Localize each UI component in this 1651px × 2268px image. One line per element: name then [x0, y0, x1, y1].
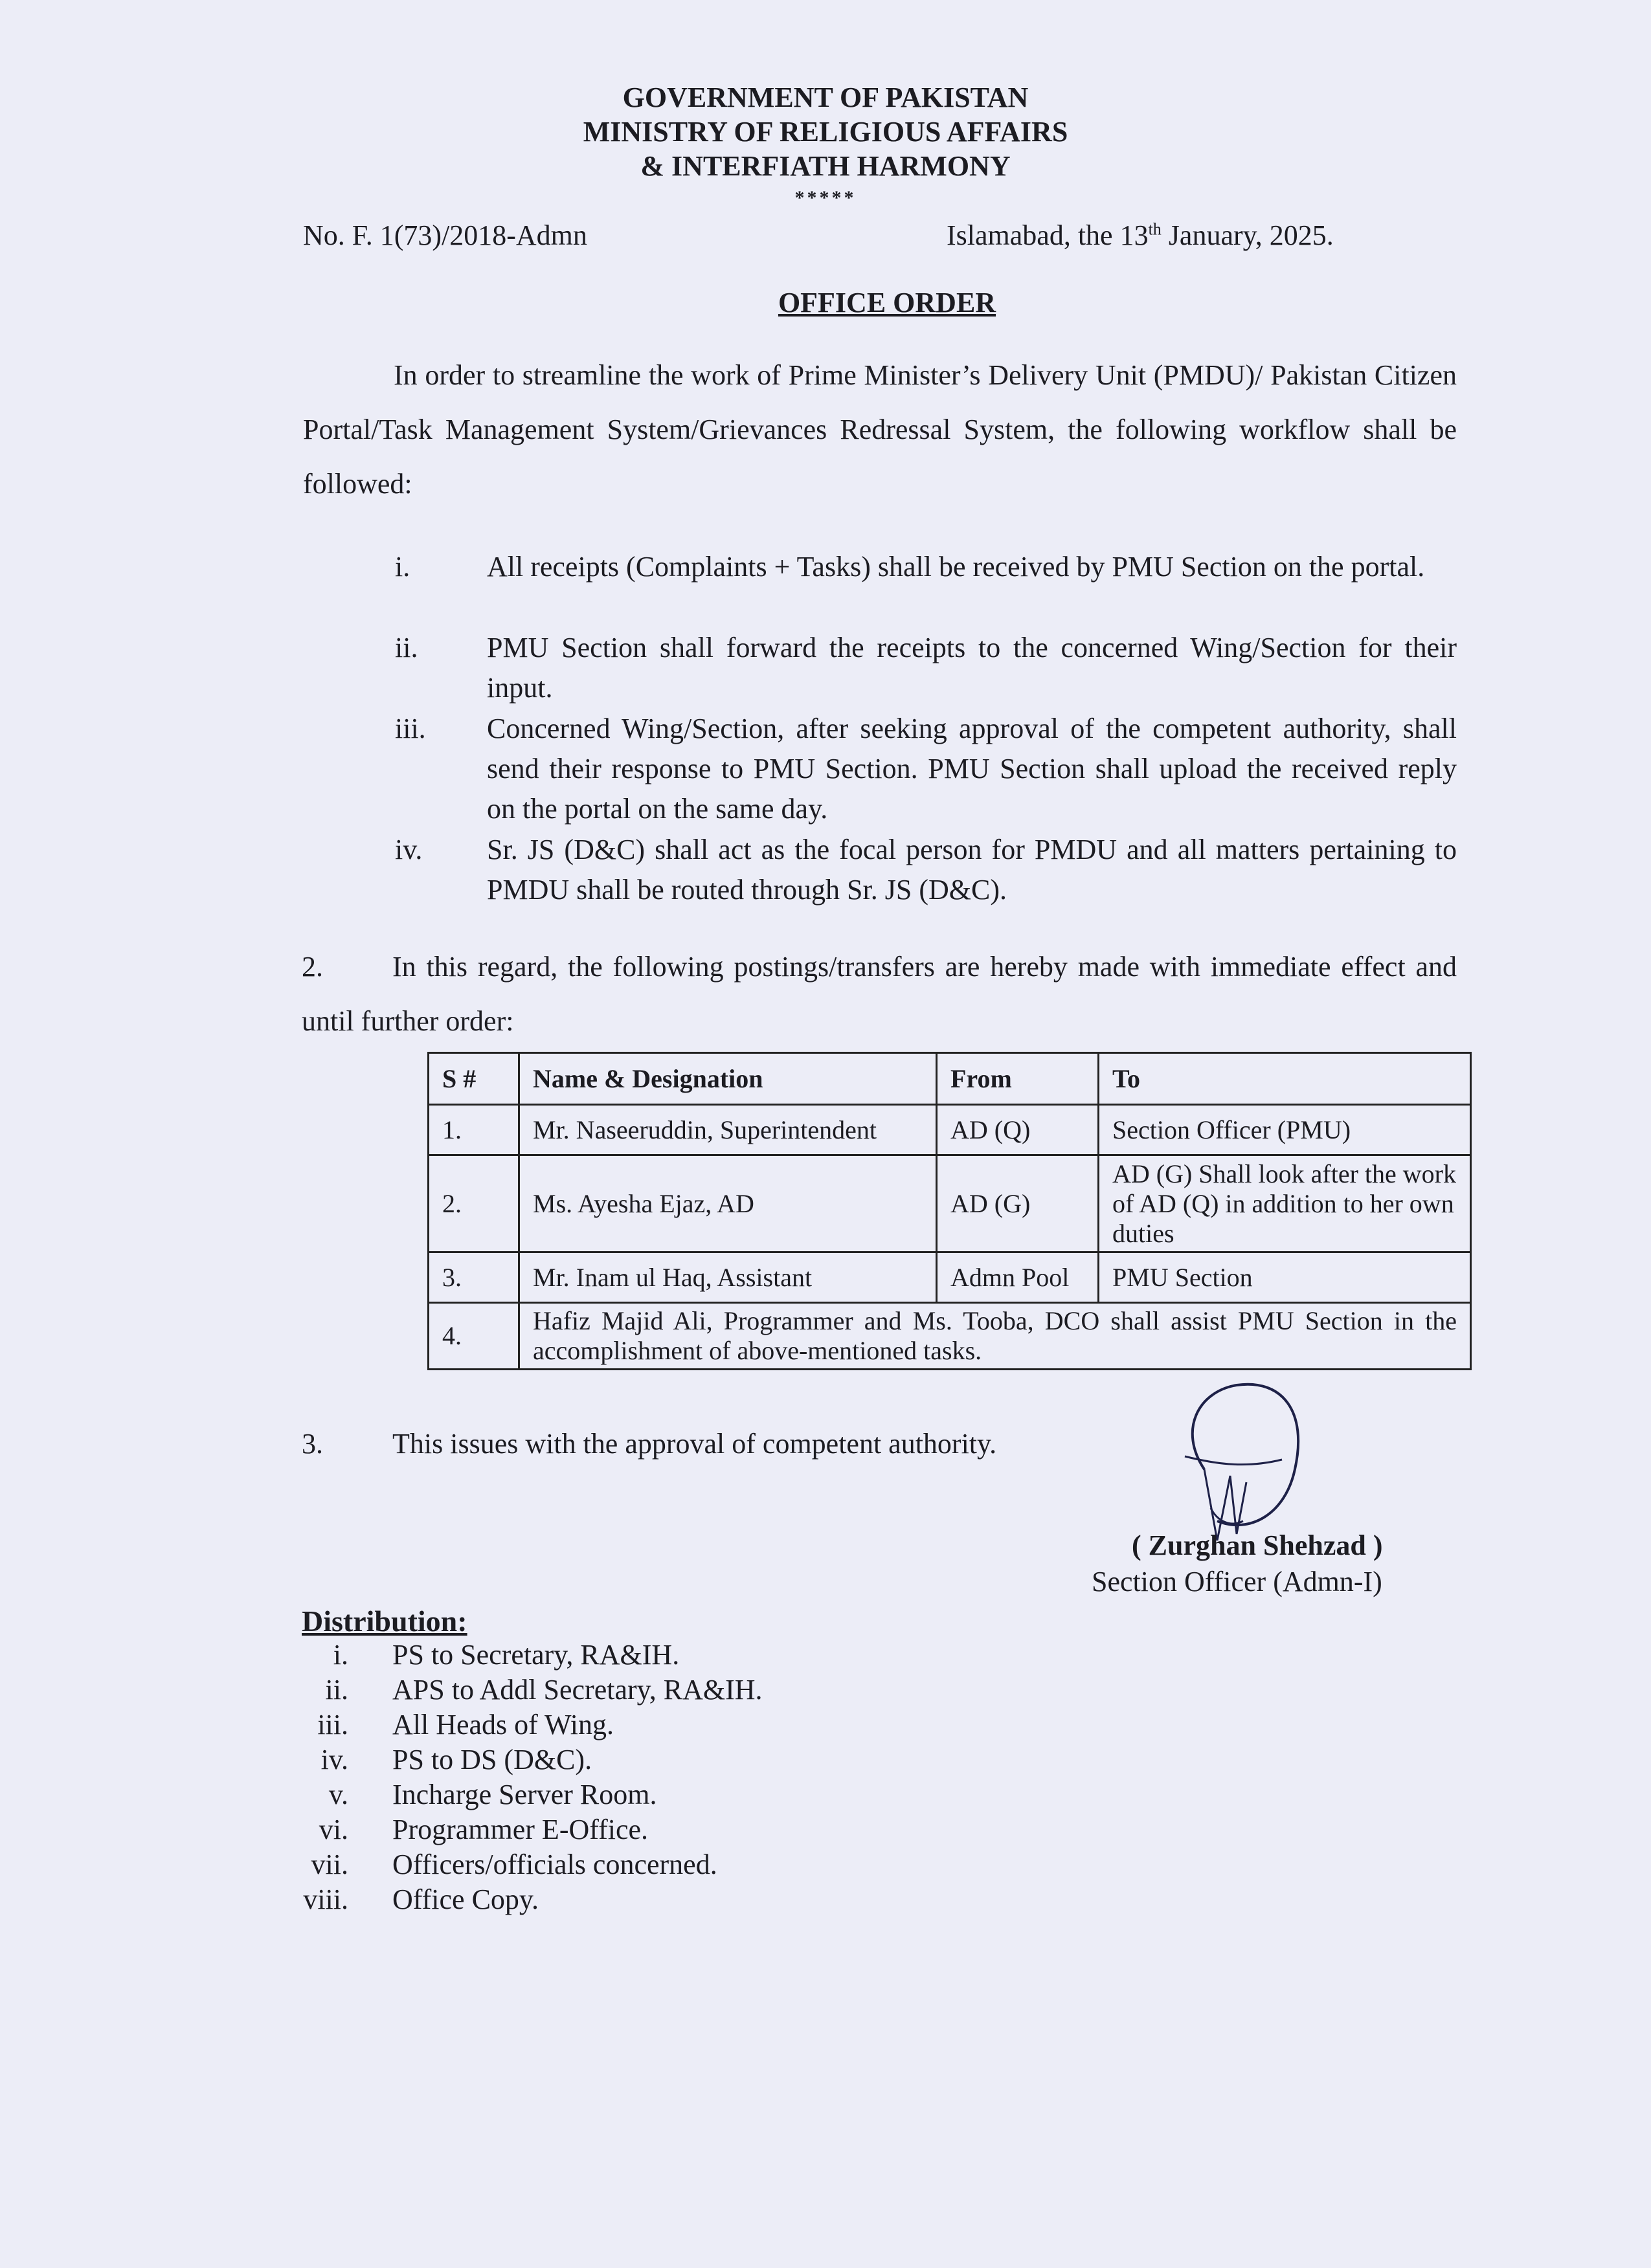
para2-number: 2. [302, 951, 323, 983]
dist-item-4: PS to DS (D&C). [392, 1744, 592, 1775]
row3-name: Mr. Inam ul Haq, Assistant [519, 1252, 937, 1303]
row2-sn: 2. [429, 1155, 519, 1252]
workflow-item-2: PMU Section shall forward the receipts to the concerned Wing/Section for their input. [487, 632, 1457, 704]
dist-item-7: Officers/officials concerned. [392, 1849, 717, 1880]
dist-num-7: vii. [311, 1849, 348, 1880]
workflow-num-1: i. [395, 551, 410, 583]
workflow-item-1: All receipts (Complaints + Tasks) shall be received by PMU Section on the portal. [487, 551, 1425, 583]
header-stars: ***** [794, 187, 857, 208]
header-from: From [937, 1053, 1099, 1105]
header-name: Name & Designation [519, 1053, 937, 1105]
dist-item-1: PS to Secretary, RA&IH. [392, 1639, 680, 1671]
reference-number: No. F. 1(73)/2018-Admn [303, 219, 587, 251]
row4-text: Hafiz Majid Ali, Programmer and Ms. Tooba, DCO shall assist PMU Section in the accomplishment of above-mentioned tasks. [519, 1303, 1471, 1370]
dist-item-6: Programmer E-Office. [392, 1814, 649, 1845]
table-row [429, 1303, 1471, 1370]
header-government: GOVERNMENT OF PAKISTAN [622, 82, 1029, 113]
dist-item-8: Office Copy. [392, 1884, 539, 1915]
table-header-row [429, 1053, 1471, 1105]
row4-sn: 4. [429, 1303, 519, 1370]
row2-name: Ms. Ayesha Ejaz, AD [519, 1155, 937, 1252]
table-row [429, 1252, 1471, 1303]
table-row [429, 1105, 1471, 1155]
signatory-name: ( Zurghan Shehzad ) [1132, 1529, 1383, 1561]
dist-num-2: ii. [325, 1674, 348, 1706]
workflow-num-3: iii. [395, 713, 426, 744]
dist-num-1: i. [333, 1639, 348, 1671]
header-ministry: MINISTRY OF RELIGIOUS AFFAIRS [583, 116, 1068, 148]
dist-num-3: iii. [317, 1709, 348, 1740]
issue-date [947, 219, 1334, 252]
row1-from: AD (Q) [937, 1105, 1099, 1155]
para3-text: This issues with the approval of competent authority. [392, 1428, 997, 1460]
row3-to: PMU Section [1099, 1252, 1471, 1303]
office-order-title: OFFICE ORDER [778, 287, 996, 318]
row2-to: AD (G) Shall look after the work of AD (Q) in addition to her own duties [1099, 1155, 1471, 1252]
header-sn: S # [429, 1053, 519, 1105]
dist-item-3: All Heads of Wing. [392, 1709, 614, 1740]
date-suffix: th [1148, 219, 1162, 239]
dist-item-2: APS to Addl Secretary, RA&IH. [392, 1674, 763, 1706]
distribution-heading: Distribution: [302, 1605, 467, 1638]
header-interfaith: & INTERFIATH HARMONY [640, 150, 1011, 182]
row3-from: Admn Pool [937, 1252, 1099, 1303]
workflow-num-2: ii. [395, 632, 418, 663]
workflow-item-3: Concerned Wing/Section, after seeking approval of the competent authority, shall send their response to PMU Section. PMU Section shall upload the received reply on the portal on the same day. [487, 713, 1457, 825]
row3-sn: 3. [429, 1252, 519, 1303]
date-rest: January, 2025. [1161, 219, 1334, 251]
postings-table [427, 1052, 1472, 1370]
workflow-num-4: iv. [395, 834, 423, 865]
signatory-designation: Section Officer (Admn-I) [1092, 1566, 1382, 1597]
dist-item-5: Incharge Server Room. [392, 1779, 657, 1810]
header-to: To [1099, 1053, 1471, 1105]
table-row [429, 1155, 1471, 1252]
dist-num-4: iv. [320, 1744, 348, 1775]
row2-from: AD (G) [937, 1155, 1099, 1252]
workflow-item-4: Sr. JS (D&C) shall act as the focal person for PMDU and all matters pertaining to PMDU shall be routed through Sr. JS (D&C). [487, 834, 1457, 906]
date-prefix: Islamabad, the 13 [947, 219, 1149, 251]
dist-num-5: v. [328, 1779, 348, 1810]
para3-number: 3. [302, 1428, 323, 1460]
row1-name: Mr. Naseeruddin, Superintendent [519, 1105, 937, 1155]
dist-num-6: vi. [319, 1814, 348, 1845]
row1-to: Section Officer (PMU) [1099, 1105, 1471, 1155]
row1-sn: 1. [429, 1105, 519, 1155]
para2-text: In this regard, the following postings/transfers are hereby made with immediate effect and until further order: [302, 951, 1457, 1037]
dist-num-8: viii. [303, 1884, 348, 1915]
intro-paragraph: In order to streamline the work of Prime Minister’s Delivery Unit (PMDU)/ Pakistan Citizen Portal/Task Management System/Grievances Redressal System, the following workflow shall be followed: [303, 359, 1457, 500]
